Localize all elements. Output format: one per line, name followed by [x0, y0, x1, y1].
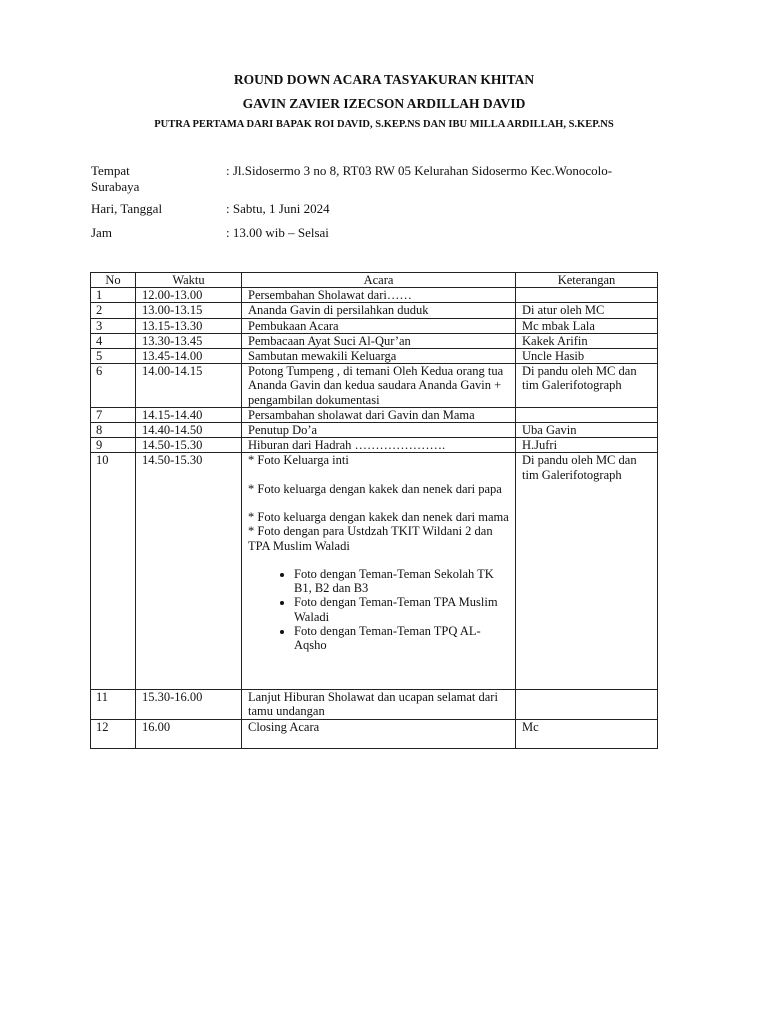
cell-acara: Persembahan Sholawat dari……: [242, 288, 516, 303]
cell-keterangan: Di pandu oleh MC dan tim Galerifotograph: [516, 453, 658, 690]
cell-waktu: 13.30-13.45: [136, 333, 242, 348]
cell-keterangan: Mc mbak Lala: [516, 318, 658, 333]
parents-subtitle: PUTRA PERTAMA DARI BAPAK ROI DAVID, S.KEP.NS DAN IBU MILLA ARDILLAH, S.KEP.NS: [154, 119, 614, 130]
cell-acara: Pembacaan Ayat Suci Al-Qur’an: [242, 333, 516, 348]
photo-item: * Foto dengan para Ustdzah TKIT Wildani 2 dan TPA Muslim Waladi: [248, 524, 493, 553]
info-tanggal-value: : Sabtu, 1 Juni 2024: [226, 201, 330, 216]
cell-acara: Hiburan dari Hadrah ………………….: [242, 438, 516, 453]
cell-waktu: 14.00-14.15: [136, 364, 242, 408]
cell-no: 1: [91, 288, 136, 303]
table-header-row: [91, 273, 658, 288]
cell-keterangan: [516, 690, 658, 719]
cell-keterangan: [516, 407, 658, 422]
table-row: [91, 288, 658, 303]
cell-keterangan: [516, 288, 658, 303]
cell-acara: Ananda Gavin di persilahkan duduk: [242, 303, 516, 318]
header-waktu: Waktu: [136, 273, 242, 288]
cell-acara: Sambutan mewakili Keluarga: [242, 349, 516, 364]
table-row-photo-session: [91, 453, 658, 690]
info-tempat-value: : Jl.Sidosermo 3 no 8, RT03 RW 05 Kelurahan Sidosermo Kec.Wonocolo-: [226, 163, 613, 178]
cell-keterangan: Uba Gavin: [516, 423, 658, 438]
info-tanggal-label: Hari, Tanggal: [91, 201, 163, 216]
header-no: No: [91, 273, 136, 288]
cell-waktu: 12.00-13.00: [136, 288, 242, 303]
table-row: [91, 303, 658, 318]
table-row: [91, 423, 658, 438]
cell-no: 8: [91, 423, 136, 438]
photo-item: * Foto keluarga dengan kakek dan nenek dari papa: [248, 481, 502, 496]
cell-acara: Pembukaan Acara: [242, 318, 516, 333]
cell-keterangan: Mc: [516, 719, 658, 748]
cell-no: 11: [91, 690, 136, 719]
info-tempat-continuation: Surabaya: [91, 179, 140, 194]
cell-waktu: 14.40-14.50: [136, 423, 242, 438]
info-tempat-label: Tempat: [91, 163, 130, 178]
cell-acara: Persambahan sholawat dari Gavin dan Mama: [242, 407, 516, 422]
cell-no: 6: [91, 364, 136, 408]
cell-no: 3: [91, 318, 136, 333]
table-row: [91, 438, 658, 453]
table-row: [91, 333, 658, 348]
cell-keterangan: Uncle Hasib: [516, 349, 658, 364]
table-row: [91, 690, 658, 719]
cell-no: 9: [91, 438, 136, 453]
photo-item: * Foto Keluarga inti: [248, 453, 349, 468]
cell-waktu: 14.15-14.40: [136, 407, 242, 422]
table-row: [91, 364, 658, 408]
cell-no: 12: [91, 719, 136, 748]
cell-keterangan: H.Jufri: [516, 438, 658, 453]
cell-acara: Potong Tumpeng , di temani Oleh Kedua orang tua Ananda Gavin dan kedua saudara Ananda Gavin + pengambilan dokumentasi: [242, 364, 516, 408]
cell-waktu: 15.30-16.00: [136, 690, 242, 719]
cell-acara: Closing Acara: [242, 719, 516, 748]
schedule-table: [90, 272, 658, 749]
cell-acara: Lanjut Hiburan Sholawat dan ucapan selamat dari tamu undangan: [242, 690, 516, 719]
cell-no: 4: [91, 333, 136, 348]
cell-no: 10: [91, 453, 136, 690]
cell-waktu: 13.15-13.30: [136, 318, 242, 333]
cell-acara: Penutup Do’a: [242, 423, 516, 438]
table-row: [91, 318, 658, 333]
photo-bullet-item: • Foto dengan Teman-Teman Sekolah TK B1, B2 dan B3: [294, 567, 509, 595]
photo-bullet-item: • Foto dengan Teman-Teman TPQ AL-Aqsho: [294, 624, 509, 652]
table-row: [91, 349, 658, 364]
photo-bullet-list: [248, 567, 509, 652]
photo-bullet-item: • Foto dengan Teman-Teman TPA Muslim Waladi: [294, 595, 509, 623]
cell-acara-photo-list: [242, 453, 516, 690]
document-title: ROUND DOWN ACARA TASYAKURAN KHITAN: [233, 72, 535, 87]
cell-waktu: 13.00-13.15: [136, 303, 242, 318]
cell-keterangan: Kakek Arifin: [516, 333, 658, 348]
cell-no: 2: [91, 303, 136, 318]
cell-no: 7: [91, 407, 136, 422]
cell-waktu: 14.50-15.30: [136, 438, 242, 453]
cell-keterangan: Di pandu oleh MC dan tim Galerifotograph: [516, 364, 658, 408]
cell-waktu: 14.50-15.30: [136, 453, 242, 690]
info-jam-label: Jam: [91, 225, 112, 240]
cell-waktu: 16.00: [136, 719, 242, 748]
info-jam-value: : 13.00 wib – Selsai: [226, 225, 329, 240]
cell-spacer: [248, 652, 509, 689]
header-keterangan: Keterangan: [516, 273, 658, 288]
header-acara: Acara: [242, 273, 516, 288]
cell-keterangan: Di atur oleh MC: [516, 303, 658, 318]
cell-no: 5: [91, 349, 136, 364]
photo-item: * Foto keluarga dengan kakek dan nenek dari mama: [248, 510, 509, 525]
cell-waktu: 13.45-14.00: [136, 349, 242, 364]
table-row: [91, 719, 658, 748]
child-name: GAVIN ZAVIER IZECSON ARDILLAH DAVID: [242, 96, 526, 111]
table-row: [91, 407, 658, 422]
